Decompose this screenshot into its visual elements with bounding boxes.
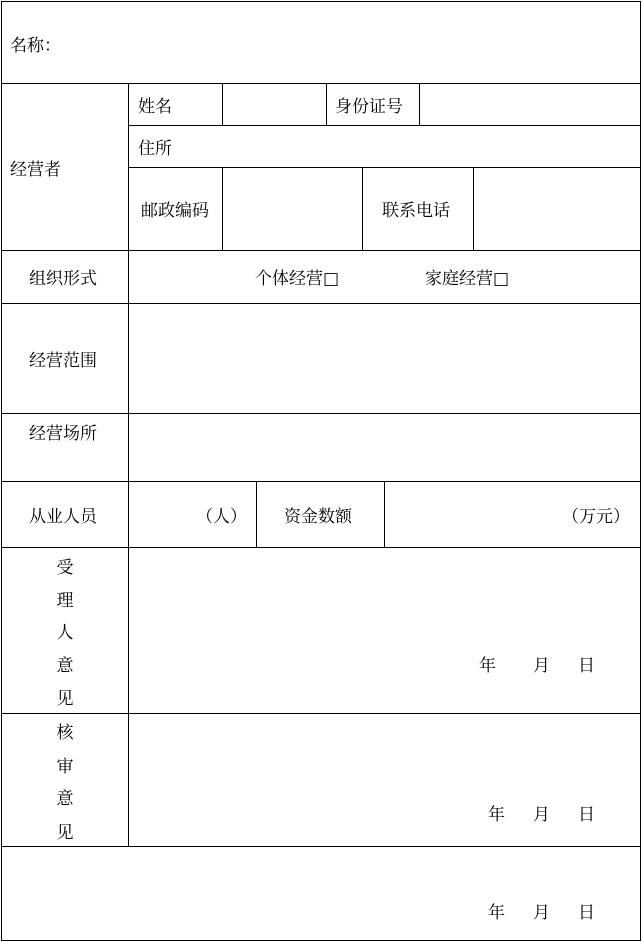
row-line <box>1 481 641 482</box>
column-line <box>222 167 223 250</box>
review-char: 审 <box>56 757 74 777</box>
staff-unit: （人） <box>196 507 247 527</box>
border-left <box>1 1 2 941</box>
business-scope-label: 经营范围 <box>29 351 97 371</box>
acceptor-year: 年 <box>479 656 496 676</box>
capital-unit: （万元） <box>562 507 630 527</box>
postal-code-label: 邮政编码 <box>141 201 209 221</box>
checkbox-family[interactable]: □ <box>493 269 510 289</box>
phone-label: 联系电话 <box>382 201 450 221</box>
column-line <box>473 167 474 250</box>
column-line <box>256 481 257 547</box>
operator-label: 经营者 <box>10 160 61 180</box>
column-line <box>384 481 385 547</box>
border-top <box>1 1 641 2</box>
operator-name-label: 姓名 <box>138 97 172 117</box>
row-line <box>1 303 641 304</box>
option-family[interactable] <box>425 269 509 289</box>
review-day: 日 <box>578 805 595 825</box>
column-line <box>362 167 363 250</box>
acceptor-day: 日 <box>578 656 595 676</box>
review-year: 年 <box>488 805 505 825</box>
row-line <box>1 547 641 548</box>
org-form-label: 组织形式 <box>29 269 97 289</box>
acceptor-char: 受 <box>56 558 74 578</box>
review-month: 月 <box>533 805 550 825</box>
final-month: 月 <box>533 903 550 923</box>
id-number-label: 身份证号 <box>335 97 403 117</box>
checkbox-individual[interactable]: □ <box>323 269 340 289</box>
option-family-label: 家庭经营 <box>425 269 493 289</box>
border-bottom <box>1 940 641 941</box>
column-line <box>419 83 420 125</box>
capital-label: 资金数额 <box>284 507 352 527</box>
row-line <box>128 125 640 126</box>
row-line <box>1 250 641 251</box>
option-individual-label: 个体经营 <box>255 269 323 289</box>
final-year: 年 <box>488 903 505 923</box>
address-label: 住所 <box>138 139 172 159</box>
row-line <box>1 413 641 414</box>
acceptor-char: 意 <box>56 656 74 676</box>
acceptor-char: 理 <box>56 591 74 611</box>
row-line <box>1 83 641 84</box>
review-char: 见 <box>56 823 74 843</box>
acceptor-char: 见 <box>56 689 74 709</box>
name-label: 名称： <box>10 36 61 56</box>
border-right <box>640 1 641 941</box>
column-line <box>128 83 129 846</box>
column-line <box>326 83 327 125</box>
staff-label: 从业人员 <box>29 507 97 527</box>
option-individual[interactable] <box>255 269 339 289</box>
acceptor-char: 人 <box>56 623 74 643</box>
business-premises-label: 经营场所 <box>29 424 97 444</box>
row-line <box>1 713 641 714</box>
acceptor-month: 月 <box>533 656 550 676</box>
final-day: 日 <box>578 903 595 923</box>
row-line <box>1 846 641 847</box>
review-char: 意 <box>56 789 74 809</box>
review-char: 核 <box>56 723 74 743</box>
column-line <box>222 83 223 125</box>
row-line <box>128 167 640 168</box>
